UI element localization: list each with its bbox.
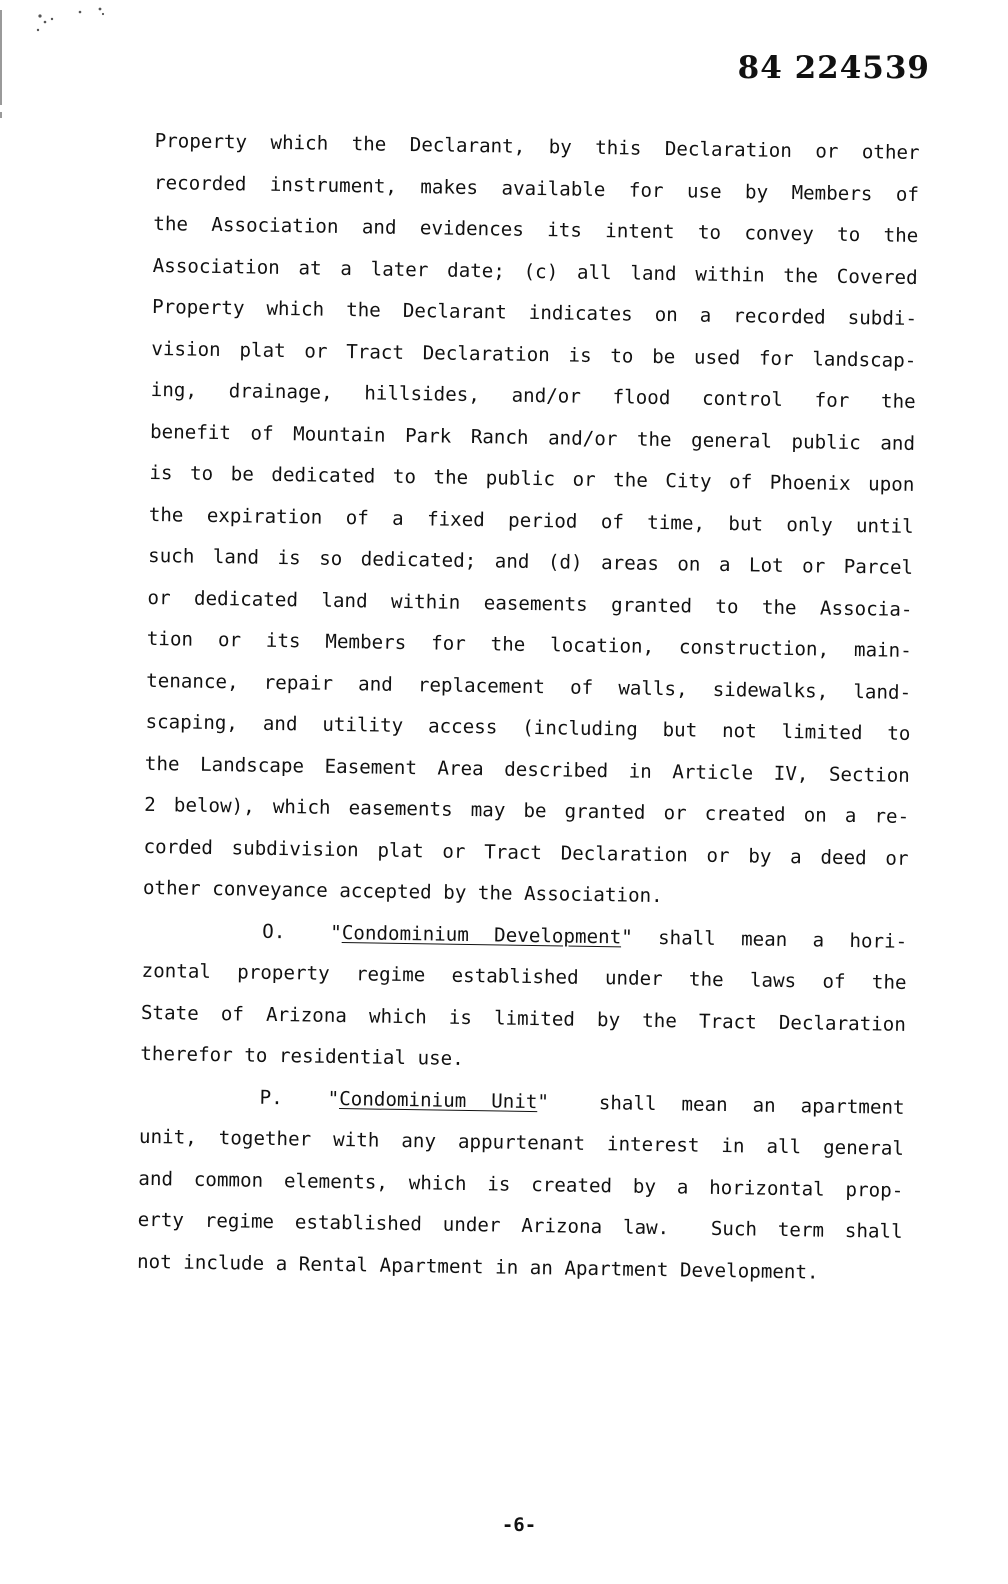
text-line: other conveyance accepted by the Association. <box>142 875 663 908</box>
text-line: vision plat or Tract Declaration is to be used for landscap- <box>151 336 917 372</box>
text-line: ing, drainage, hillsides, and/or flood control for the <box>150 377 916 413</box>
text-line: 2 below), which easements may be granted or created on a re- <box>144 792 910 828</box>
quote-mark: " <box>327 1086 340 1110</box>
page-number: -6- <box>501 1514 537 1536</box>
defined-term-condominium-development: Condominium Development <box>341 920 622 948</box>
text-line: Property which the Declarant indicates on a recorded subdi- <box>151 294 918 330</box>
defined-term-condominium-unit: Condominium Unit <box>339 1086 538 1113</box>
text-line: and common elements, which is created by a horizontal prop- <box>138 1166 904 1202</box>
document-number: 84 224539 <box>737 50 930 86</box>
document-body <box>137 120 920 1294</box>
text-line: corded subdivision plat or Tract Declaration or by a deed or <box>143 834 909 870</box>
text-line: or dedicated land within easements granted to the Associa- <box>147 585 913 621</box>
text-line: such land is so dedicated; and (d) areas on a Lot or Parcel <box>147 543 914 579</box>
text-line: recorded instrument, makes available for use by Members of <box>153 170 920 206</box>
text-line: State of Arizona which is limited by the Tract Declaration <box>140 1000 907 1036</box>
text-line: unit, together with any appurtenant interest in all general <box>138 1124 905 1160</box>
text-line: benefit of Mountain Park Ranch and/or the general public and <box>149 419 916 455</box>
quote-mark: " <box>537 1089 550 1113</box>
text-line: scaping, and utility access (including but not limited to <box>145 709 911 745</box>
text-fragment: shall mean an apartment <box>548 1089 905 1119</box>
section-o <box>140 908 908 1086</box>
paragraph-n-continued <box>143 120 920 920</box>
section-p <box>137 1074 905 1293</box>
quote-mark: " <box>330 920 343 944</box>
scan-artifact-marks <box>0 0 130 140</box>
text-line: the Association and evidences its intent to convey to the <box>153 211 919 248</box>
text-line: therefor to residential use. <box>140 1041 464 1070</box>
text-line: tion or its Members for the location, construction, main- <box>146 626 912 662</box>
quote-mark: " <box>621 924 633 949</box>
text-line: zontal property regime established under the laws of the <box>141 958 907 994</box>
text-line: Association at a later date; (c) all land within the Covered <box>152 253 918 289</box>
section-letter: P. <box>259 1085 283 1109</box>
text-line: is to be dedicated to the public or the City of Phoenix upon <box>149 460 915 496</box>
text-line: Property which the Declarant, by this Declaration or other <box>154 128 920 165</box>
text-line: erty regime established under Arizona law. Such term shall <box>137 1207 903 1243</box>
text-line: the expiration of a fixed period of time, but only until <box>148 502 914 538</box>
text-line: the Landscape Easement Area described in Article IV, Section <box>144 751 910 787</box>
text-line: not include a Rental Apartment in an Apartment Development. <box>136 1249 819 1284</box>
section-letter: O. <box>262 919 286 943</box>
text-fragment: shall mean a hori- <box>632 925 908 953</box>
text-line: tenance, repair and replacement of walls, sidewalks, land- <box>146 668 912 704</box>
